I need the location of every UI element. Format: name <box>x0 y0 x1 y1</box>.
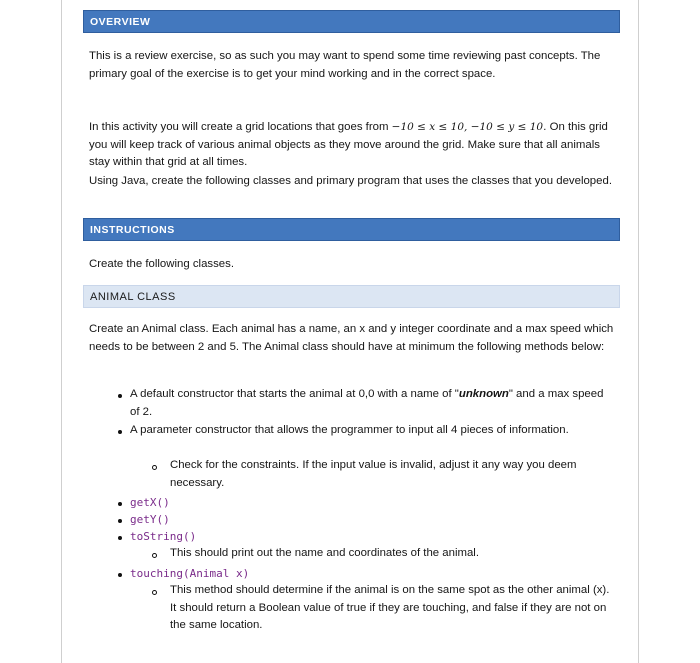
overview-heading-text: OVERVIEW <box>90 15 151 28</box>
sub-bullet-icon <box>152 465 157 470</box>
method-tostring: toString() <box>130 530 197 543</box>
constraints-sub-item: Check for the constraints. If the input value is invalid, adjust it any way you deem necessary. <box>170 459 577 489</box>
instructions-heading-text: INSTRUCTIONS <box>90 223 175 236</box>
default-constructor-item <box>130 386 615 421</box>
default-constructor-text-end: " and a max speed of 2. <box>130 388 604 418</box>
default-constructor-text: A default constructor that starts the animal at 0,0 with a name of " <box>130 388 459 400</box>
parameter-constructor-item: A parameter constructor that allows the programmer to input all 4 pieces of information. <box>130 424 569 436</box>
animal-class-heading-text: ANIMAL CLASS <box>90 290 176 303</box>
bullet-icon <box>118 502 122 506</box>
method-getx: getX() <box>130 496 170 509</box>
instructions-heading <box>83 218 620 241</box>
instructions-intro: Create the following classes. <box>89 258 234 270</box>
unknown-name-value: unknown <box>458 388 509 400</box>
grid-tracking-text: On this grid you will keep track of various animal objects as they move around the grid. Make sure that all animals stay within that grid at all times. <box>89 121 608 168</box>
overview-paragraph-2 <box>89 119 614 172</box>
animal-class-intro: Create an Animal class. Each animal has a name, an x and y integer coordinate and a max speed which needs to be between 2 and 5. The Animal class should have at minimum the following methods below: <box>89 323 614 353</box>
method-touching: touching(Animal x) <box>130 567 250 580</box>
bullet-icon <box>118 536 122 540</box>
grid-description-text: In this activity you will create a grid locations that goes from <box>89 121 389 133</box>
grid-range-formula: −10 ≤ x ≤ 10, −10 ≤ y ≤ 10. <box>391 121 547 133</box>
touching-description: This method should determine if the animal is on the same spot as the other animal (x). It should return a Boolean value of true if they are touching, and false if they are not on the same location. <box>170 584 610 631</box>
bullet-icon <box>118 519 122 523</box>
bullet-icon <box>118 573 122 577</box>
animal-class-heading <box>83 285 620 308</box>
tostring-description: This should print out the name and coordinates of the animal. <box>170 547 479 559</box>
method-gety: getY() <box>130 513 170 526</box>
bullet-icon <box>118 430 122 434</box>
sub-bullet-icon <box>152 553 157 558</box>
bullet-icon <box>118 394 122 398</box>
sub-bullet-icon <box>152 590 157 595</box>
overview-paragraph-3: Using Java, create the following classes and primary program that uses the classes that you developed. <box>89 175 612 187</box>
overview-paragraph-1: This is a review exercise, so as such you may want to spend some time reviewing past concepts. The primary goal of the exercise is to get your mind working and in the correct space. <box>89 50 601 80</box>
overview-heading <box>83 10 620 33</box>
